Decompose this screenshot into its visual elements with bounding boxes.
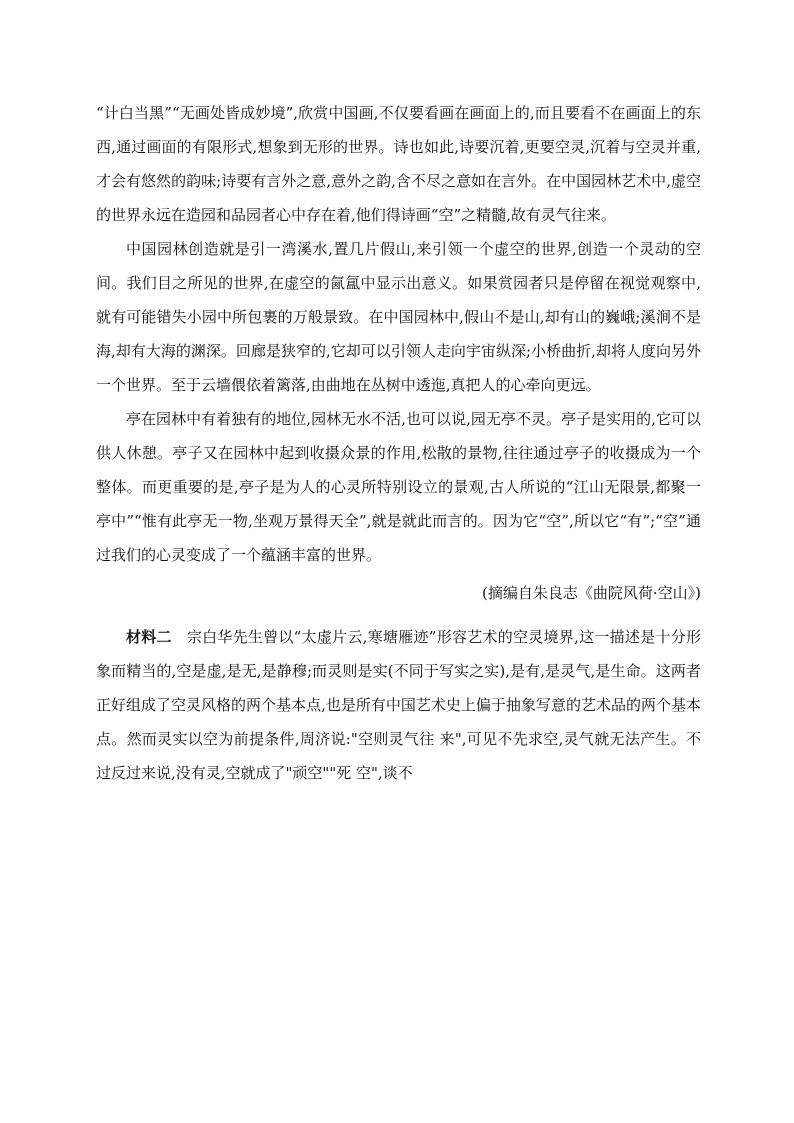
material-two-text: 宗白华先生曾以“太虚片云,寒塘雁迹”形容艺术的空灵境界,这一描述是十分形象而精当的,空是虚,是无,是静穆;而灵则是实(不同于写实之实),是有,是灵气,是生命。这两者正好组成了空灵风格的两个基本点,也是所有中国艺术史上偏于抽象写意的艺术品的两个基本点。然而灵实以空为前提条件,周济说:"空则灵气往 来",可见不先求空,灵气就无法产生。不过反过来说,没有灵,空就成了"顽空""死 空",谈不 [96, 628, 701, 782]
paragraph-2: 中国园林创造就是引一湾溪水,置几片假山,来引领一个虚空的世界,创造一个灵动的空间。我们目之所见的世界,在虚空的氤氲中显示出意义。如果赏园者只是停留在视觉观察中,就有可能错失小园中所包裹的万般景致。在中国园林中,假山不是山,却有山的巍峨;溪涧不是海,却有大海的渊深。回廊是狭窄的,它却可以引领人走向宇宙纵深;小桥曲折,却将人度向另外一个世界。至于云墙偎依着篱落,由曲地在丛树中透迤,真把人的心牵向更远。 [96, 240, 701, 394]
document-page [96, 96, 701, 790]
paragraph-1: “计白当黑”“无画处皆成妙境”,欣赏中国画,不仅要看画在画面上的,而且要看不在画面上的东西,通过画面的有限形式,想象到无形的世界。诗也如此,诗要沉着,更要空灵,沉着与空灵并重,才会有悠然的韵味;诗要有言外之意,意外之韵,含不尽之意如在言外。在中国园林艺术中,虚空的世界永远在造园和品园者心中存在着,他们得诗画“空”之精髓,故有灵气往来。 [96, 104, 701, 224]
material-two-label: 材料二 [126, 628, 172, 646]
material-two-paragraph [96, 620, 701, 790]
paragraph-3: 亭在园林中有着独有的地位,园林无水不活,也可以说,园无亭不灵。亭子是实用的,它可以供人休憩。亭子又在园林中起到收摄众景的作用,松散的景物,往往通过亭子的收摄成为一个整体。而更重要的是,亭子是为人的心灵所特别设立的景观,古人所说的“江山无限景,都聚一亭中”“惟有此亭无一物,坐观万景得天全”,就是就此而言的。因为它“空”,所以它“有”;“空”通过我们的心灵变成了一个蕴涵丰富的世界。 [96, 410, 701, 564]
source-citation: (摘编自朱良志《曲院风荷·空山》) [482, 584, 701, 602]
